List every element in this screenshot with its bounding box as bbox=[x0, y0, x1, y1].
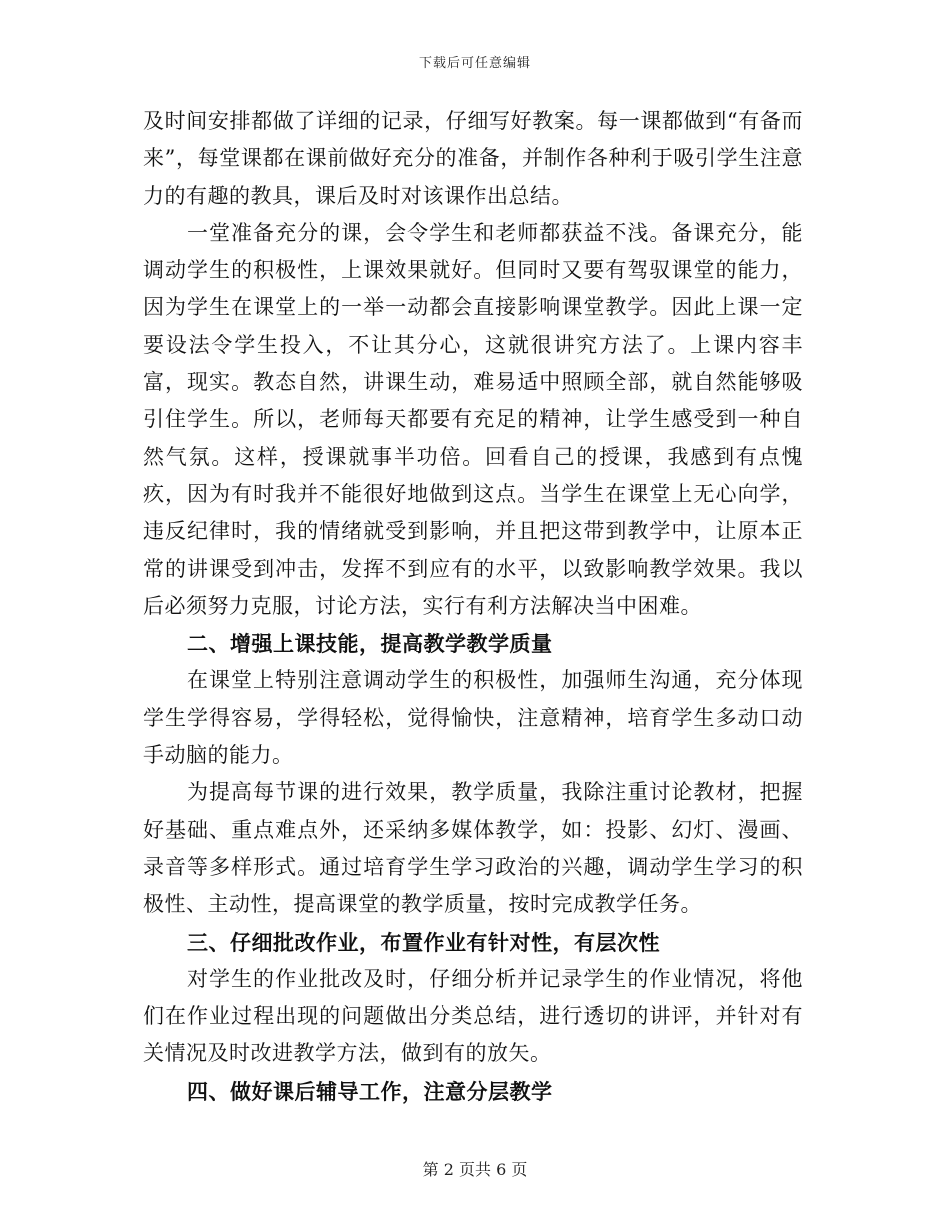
paragraph-2: 一堂准备充分的课，会令学生和老师都获益不浅。备课充分，能调动学生的积极性，上课效果就好。但同时又要有驾驭课堂的能力，因为学生在课堂上的一举一动都会直接影响课堂教学。因此上课一定要设法令学生投入，不让其分心，这就很讲究方法了。上课内容丰富，现实。教态自然，讲课生动，难易适中照顾全部，就自然能够吸引住学生。所以，老师每天都要有充足的精神，让学生感受到一种自然气氛。这样，授课就事半功倍。回看自己的授课，我感到有点愧疚，因为有时我并不能很好地做到这点。当学生在课堂上无心向学，违反纪律时，我的情绪就受到影响，并且把这带到教学中，让原本正常的讲课受到冲击，发挥不到应有的水平，以致影响教学效果。我以后必须努力克服，讨论方法，实行有利方法解决当中困难。 bbox=[143, 220, 803, 618]
paragraph-3: 在课堂上特别注意调动学生的积极性，加强师生沟通，充分体现学生学得容易，学得轻松，觉得愉快，注意精神，培育学生多动口动手动脑的能力。 bbox=[143, 668, 803, 768]
section-heading-3: 三、仔细批改作业，布置作业有针对性，有层次性 bbox=[187, 929, 660, 955]
paragraph-1: 及时间安排都做了详细的记录，仔细写好教案。每一课都做到“有备而来”，每堂课都在课前做好充分的准备，并制作各种利于吸引学生注意力的有趣的教具，课后及时对该课作出总结。 bbox=[143, 109, 803, 208]
page-footer: 第 2 页共 6 页 bbox=[422, 1160, 528, 1179]
page-header: 下载后可任意编辑 bbox=[418, 56, 531, 71]
section-heading-4: 四、做好课后辅导工作，注意分层教学 bbox=[187, 1078, 553, 1104]
paragraph-5: 对学生的作业批改及时，仔细分析并记录学生的作业情况，将他们在作业过程出现的问题做出分类总结，进行透切的讲评，并针对有关情况及时改进教学方法，做到有的放矢。 bbox=[143, 966, 803, 1066]
paragraph-4: 为提高每节课的进行效果，教学质量，我除注重讨论教材，把握好基础、重点难点外，还采纳多媒体教学，如：投影、幻灯、漫画、录音等多样形式。通过培育学生学习政治的兴趣，调动学生学习的积极性、主动性，提高课堂的教学质量，按时完成教学任务。 bbox=[143, 780, 803, 917]
section-heading-2: 二、增强上课技能，提高教学教学质量 bbox=[187, 631, 553, 657]
document-body bbox=[143, 103, 803, 1110]
